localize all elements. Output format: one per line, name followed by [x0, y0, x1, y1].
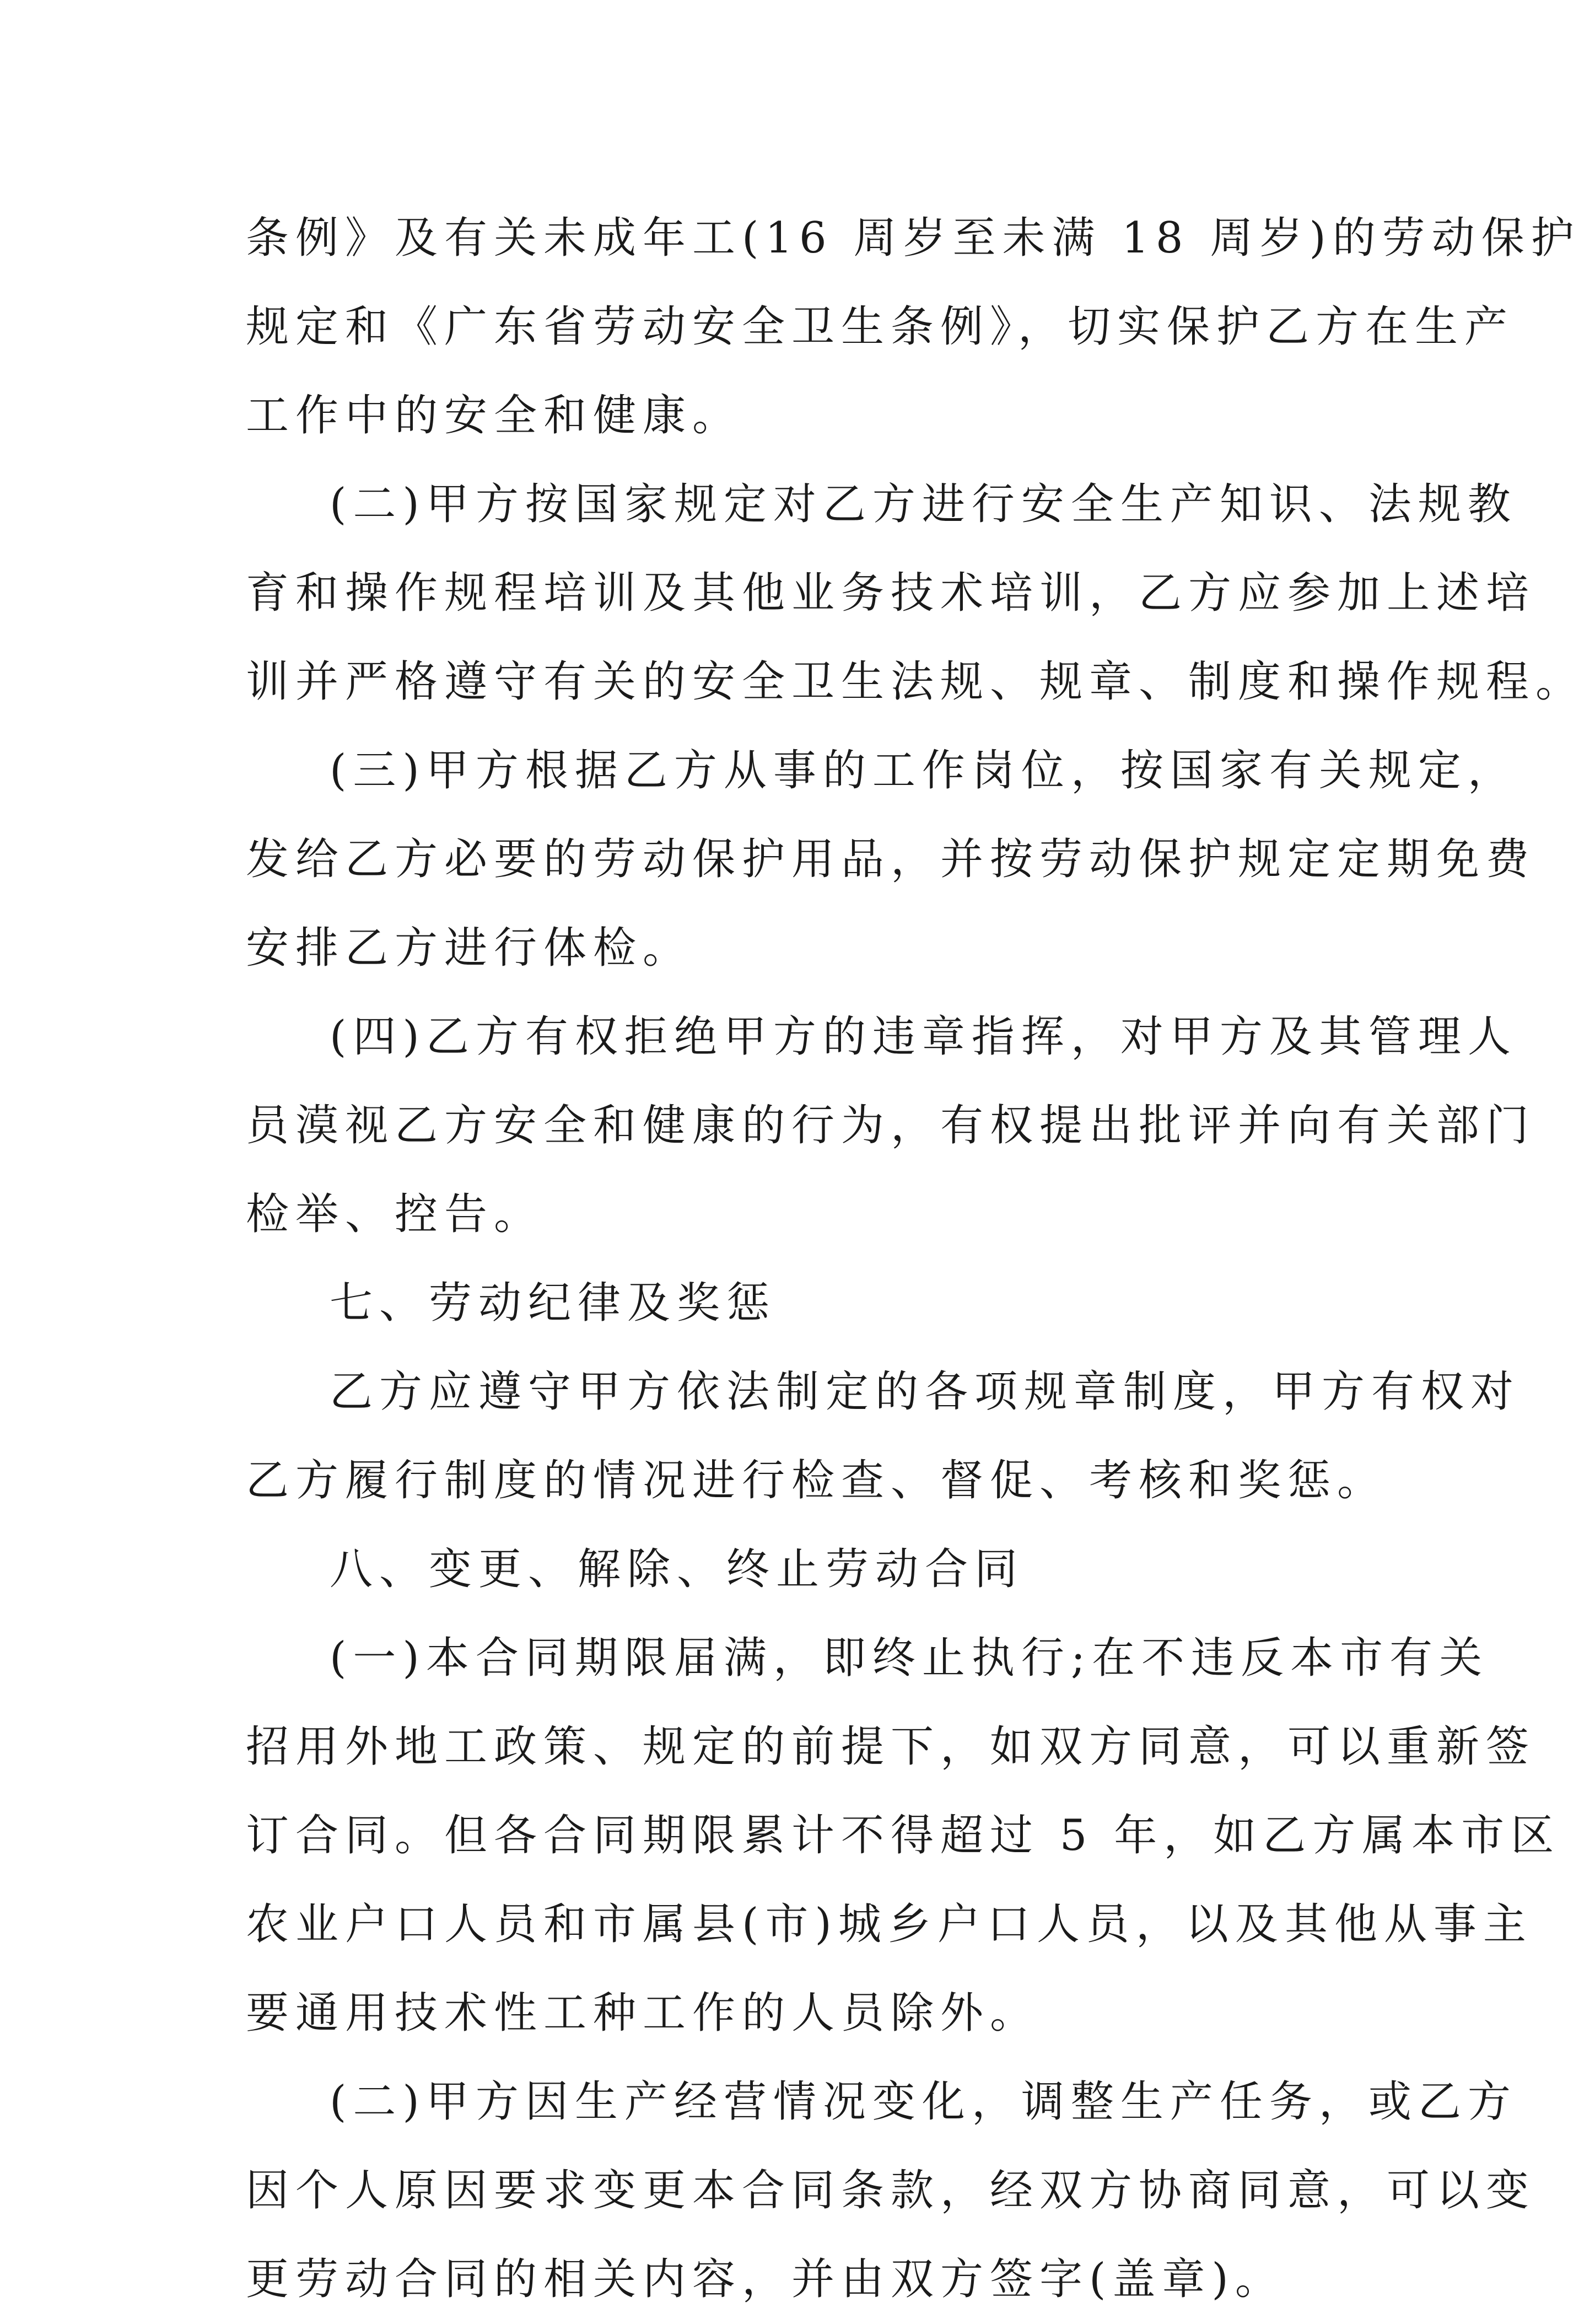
- text-line: 要通用技术性工种工作的人员除外。: [246, 1988, 1040, 2038]
- text-line: 安排乙方进行体检。: [246, 923, 693, 973]
- text-line: 农业户口人员和市属县(市)城乡户口人员，以及其他从事主: [246, 1900, 1533, 1949]
- text-line: 发给乙方必要的劳动保护用品，并按劳动保护规定定期免费: [246, 835, 1536, 884]
- text-line: 育和操作规程培训及其他业务技术培训，乙方应参加上述培: [246, 568, 1536, 618]
- text-line: 训并严格遵守有关的安全卫生法规、规章、制度和操作规程。: [246, 657, 1586, 707]
- text-line: 员漠视乙方安全和健康的行为，有权提出批评并向有关部门: [246, 1101, 1536, 1150]
- section-heading: 七、劳动纪律及奖惩: [330, 1278, 777, 1328]
- contract-body-text: [246, 194, 1586, 2324]
- paragraph-start-line: (一)本合同期限届满，即终止执行;在不违反本市有关: [330, 1633, 1489, 1683]
- text-line: 工作中的安全和健康。: [246, 391, 742, 440]
- text-line: 乙方履行制度的情况进行检查、督促、考核和奖惩。: [246, 1456, 1387, 1505]
- text-line: 招用外地工政策、规定的前提下，如双方同意，可以重新签: [246, 1722, 1536, 1772]
- text-line: 更劳动合同的相关内容，并由双方签字(盖章)。: [246, 2255, 1285, 2304]
- paragraph-start-line: (四)乙方有权拒绝甲方的违章指挥，对甲方及其管理人: [330, 1012, 1517, 1062]
- paragraph-start-line: (二)甲方按国家规定对乙方进行安全生产知识、法规教: [330, 480, 1517, 529]
- text-line: 订合同。但各合同期限累计不得超过 5 年，如乙方属本市区: [246, 1811, 1561, 1860]
- text-line: 条例》及有关未成年工(16 周岁至未满 18 周岁)的劳动保护: [246, 213, 1581, 263]
- text-line: 检举、控告。: [246, 1190, 544, 1239]
- paragraph-start-line: 乙方应遵守甲方依法制定的各项规章制度，甲方有权对: [330, 1367, 1521, 1417]
- section-heading: 八、变更、解除、终止劳动合同: [330, 1545, 1025, 1594]
- paragraph-start-line: (三)甲方根据乙方从事的工作岗位，按国家有关规定，: [330, 746, 1517, 795]
- paragraph-start-line: (二)甲方因生产经营情况变化，调整生产任务，或乙方: [330, 2077, 1517, 2127]
- text-line: 规定和《广东省劳动安全卫生条例》，切实保护乙方在生产: [246, 302, 1515, 352]
- text-line: 因个人原因要求变更本合同条款，经双方协商同意，可以变: [246, 2166, 1536, 2215]
